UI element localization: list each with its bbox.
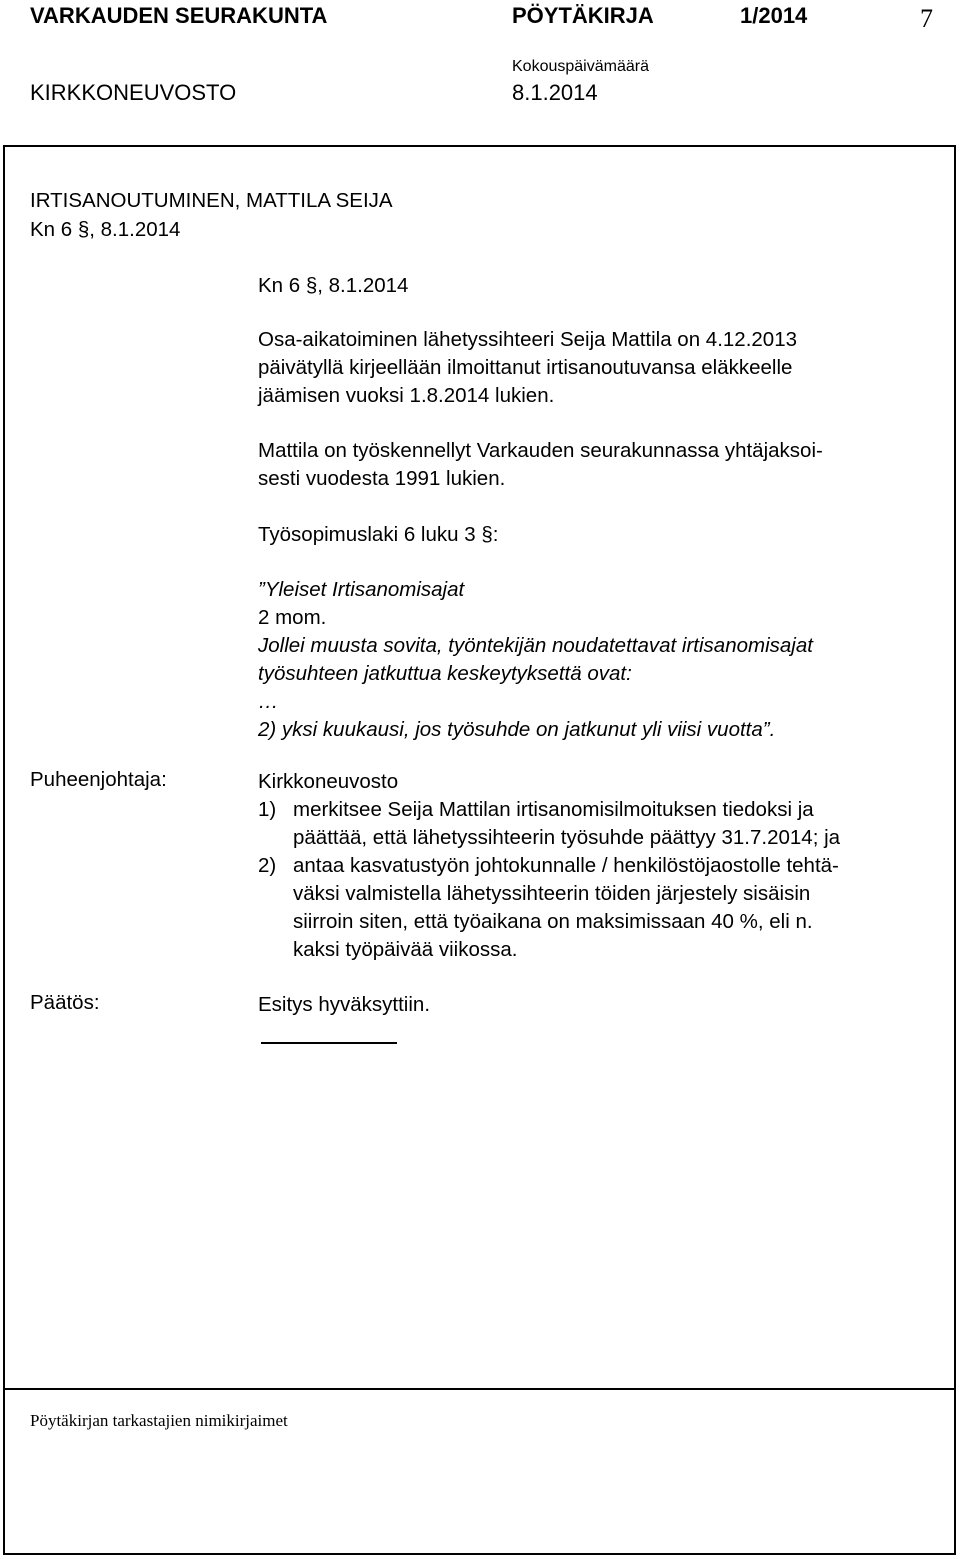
quote-line: työsuhteen jatkuttua keskeytyksettä ovat:: [258, 662, 632, 685]
section-title: IRTISANOUTUMINEN, MATTILA SEIJA: [30, 189, 393, 212]
footer-initials-label: Pöytäkirjan tarkastajien nimikirjaimet: [30, 1411, 288, 1430]
proposal-item: [258, 852, 840, 964]
paragraph-line: Osa-aikatoiminen lähetyssihteeri Seija Mattila on 4.12.2013: [258, 328, 797, 351]
proposal-item: [258, 796, 840, 852]
paragraph-employment: [258, 437, 823, 493]
document-number: 1/2014: [740, 3, 808, 28]
meeting-date: 8.1.2014: [512, 80, 598, 105]
item-line: siirroin siten, että työaikana on maksimissaan 40 %, eli n.: [293, 910, 813, 933]
item-number: 1): [258, 798, 277, 821]
proposal-intro: Kirkkoneuvosto: [258, 770, 399, 793]
document-type: PÖYTÄKIRJA: [512, 3, 654, 28]
quote-line: Jollei muusta sovita, työntekijän noudatettavat irtisanomisajat: [258, 634, 813, 657]
paragraph-line: Mattila on työskennellyt Varkauden seurakunnassa yhtäjaksoi-: [258, 439, 823, 462]
quote-moment: 2 mom.: [258, 606, 327, 629]
meeting-body: KIRKKONEUVOSTO: [30, 80, 237, 105]
decision-text: Esitys hyväksyttiin.: [258, 993, 431, 1016]
law-reference: Työsopimuslaki 6 luku 3 §:: [258, 523, 499, 546]
page-number: 7: [920, 4, 933, 33]
organization-name: VARKAUDEN SEURAKUNTA: [30, 3, 328, 28]
quote-title: ”Yleiset Irtisanomisajat: [258, 578, 465, 601]
paragraph-line: päivätyllä kirjeellään ilmoittanut irtisanoutuvansa eläkkeelle: [258, 356, 793, 379]
content-reference: Kn 6 §, 8.1.2014: [258, 274, 409, 297]
quote-line: …: [258, 690, 279, 713]
proposal-list: [258, 796, 840, 964]
footer-divider: [3, 1388, 956, 1390]
item-line: kaksi työpäivää viikossa.: [293, 938, 518, 961]
item-line: väksi valmistella lähetyssihteerin töiden järjestely sisäisin: [293, 882, 811, 905]
decision-label: Päätös:: [30, 991, 100, 1014]
item-number: 2): [258, 854, 277, 877]
paragraph-line: jäämisen vuoksi 1.8.2014 lukien.: [258, 384, 555, 407]
end-rule: [261, 1042, 397, 1044]
item-line: päättää, että lähetyssihteerin työsuhde päättyy 31.7.2014; ja: [293, 826, 841, 849]
chair-label: Puheenjohtaja:: [30, 768, 167, 791]
item-line: antaa kasvatustyön johtokunnalle / henkilöstöjaostolle tehtä-: [293, 854, 839, 877]
section-reference: Kn 6 §, 8.1.2014: [30, 218, 181, 241]
law-quote: [258, 576, 813, 744]
meeting-date-label: Kokouspäivämäärä: [512, 58, 649, 75]
quote-line: 2) yksi kuukausi, jos työsuhde on jatkunut yli viisi vuotta”.: [258, 718, 776, 741]
paragraph-resignation: [258, 326, 797, 410]
paragraph-line: sesti vuodesta 1991 lukien.: [258, 467, 506, 490]
item-line: merkitsee Seija Mattilan irtisanomisilmoituksen tiedoksi ja: [293, 798, 814, 821]
